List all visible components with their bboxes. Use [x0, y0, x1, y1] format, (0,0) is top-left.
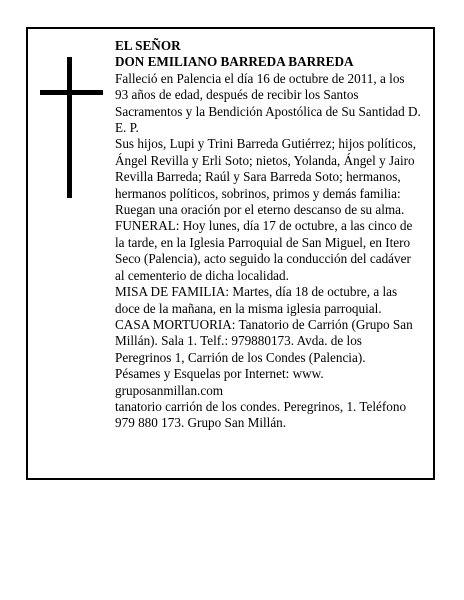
cross-horizontal-bar: [40, 90, 103, 95]
death-notice-paragraph: Falleció en Palencia el día 16 de octubre de 2011, a los 93 años de edad, después de recibir los Santos Sacramentos y la Bendición Apostólica de Su Santidad D. E. P.: [115, 70, 421, 136]
deceased-name: DON EMILIANO BARREDA BARREDA: [115, 54, 354, 70]
funeral-home-paragraph: CASA MORTUORIA: Tanatorio de Carrión (Grupo San Millán). Sala 1. Telf.: 979880173. Avda. de los Peregrinos 1, Carrión de los Condes (Palencia).: [115, 316, 413, 365]
family-mass-paragraph: MISA DE FAMILIA: Martes, día 18 de octubre, a las doce de la mañana, en la misma iglesia parroquial.: [115, 284, 398, 316]
heading-title: EL SEÑOR: [115, 38, 181, 53]
obituary-text: [115, 38, 421, 432]
contact-paragraph: tanatorio carrión de los condes. Peregrinos, 1. Teléfono 979 880 173. Grupo San Millán.: [115, 398, 407, 431]
condolences-paragraph: Pésames y Esquelas por Internet: www. gruposanmillan.com: [115, 366, 324, 398]
prayer-request-paragraph: Ruegan una oración por el eterno descanso de su alma.: [115, 202, 405, 218]
cross-vertical-bar: [67, 57, 72, 198]
family-paragraph: Sus hijos, Lupi y Trini Barreda Gutiérrez; hijos políticos, Ángel Revilla y Erli Soto; nietos, Yolanda, Ángel y Jairo Revilla Barreda; Raúl y Sara Barreda Soto; hermanos, hermanos políticos, sobrinos, primos y demás familia:: [115, 136, 417, 201]
funeral-paragraph: FUNERAL: Hoy lunes, día 17 de octubre, a las cinco de la tarde, en la Iglesia Parroquial de San Miguel, en Itero Seco (Palencia), acto seguido la conducción del cadáver al cementerio de dicha localidad.: [115, 218, 413, 283]
obituary-card: [26, 27, 435, 480]
